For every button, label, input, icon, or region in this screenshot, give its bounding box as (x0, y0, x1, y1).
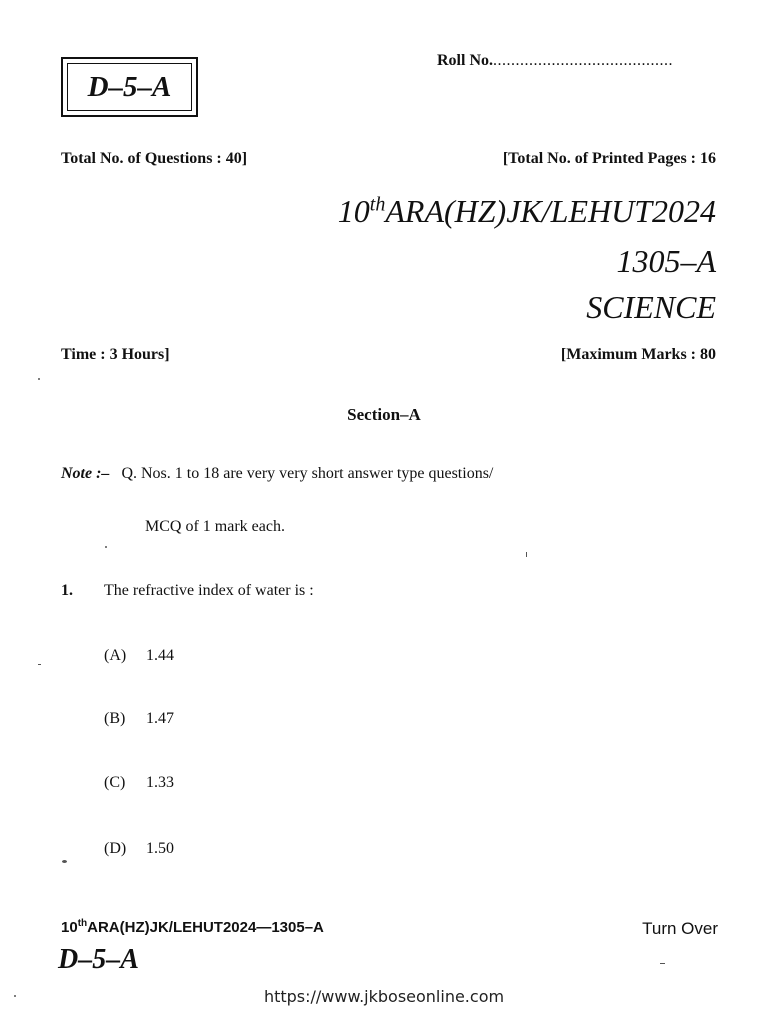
option-value: 1.47 (146, 710, 174, 727)
option-a (104, 647, 174, 665)
note-line-2: MCQ of 1 mark each. (145, 518, 285, 535)
option-value: 1.44 (146, 647, 174, 664)
scan-speck (526, 552, 527, 557)
option-c (104, 774, 174, 792)
option-b (104, 710, 174, 728)
maximum-marks: [Maximum Marks : 80 (560, 346, 716, 363)
note-label: Note :– (61, 465, 110, 482)
option-value: 1.33 (146, 774, 174, 791)
section-title: Section–A (347, 405, 421, 424)
roll-blank: ........................................ (493, 52, 673, 69)
total-questions: Total No. of Questions : 40] (61, 150, 248, 167)
scan-speck (38, 664, 41, 665)
note-line-1 (61, 465, 493, 483)
question-number: 1. (61, 582, 73, 599)
option-d (104, 840, 174, 858)
paper-code-box (61, 57, 198, 117)
option-label: (D) (104, 840, 127, 857)
roll-number-line (437, 52, 673, 70)
option-label: (B) (104, 710, 126, 727)
footer-exam-code (61, 918, 324, 936)
option-label: (C) (104, 774, 126, 791)
exam-code (338, 193, 716, 230)
scan-speck (62, 860, 67, 863)
question-1 (61, 582, 314, 600)
option-value: 1.50 (146, 840, 174, 857)
option-label: (A) (104, 647, 127, 664)
paper-code: D–5–A (87, 70, 172, 103)
question-text: The refractive index of water is : (104, 582, 314, 599)
footer-code-prefix: 10 (61, 919, 78, 936)
scan-speck (38, 378, 40, 380)
scan-speck (105, 546, 107, 548)
exam-code-rest: ARA(HZ)JK/LEHUT2024 (385, 193, 716, 229)
scan-speck (14, 995, 16, 997)
footer-code-rest: ARA(HZ)JK/LEHUT2024—1305–A (87, 919, 324, 936)
footer-code-sup: th (77, 918, 88, 929)
exam-code-prefix: 10 (337, 193, 370, 229)
paper-number: 1305–A (616, 243, 716, 279)
subject-title: SCIENCE (586, 289, 716, 325)
footer-paper-code: D–5–A (58, 944, 139, 975)
roll-label: Roll No. (437, 52, 493, 69)
time-allowed: Time : 3 Hours] (61, 346, 170, 363)
exam-code-sup: th (369, 193, 386, 216)
total-pages: [Total No. of Printed Pages : 16 (502, 150, 716, 167)
note-text-1: Q. Nos. 1 to 18 are very very short answer type questions/ (121, 465, 494, 482)
scan-speck (660, 963, 665, 964)
source-url: https://www.jkboseonline.com (263, 987, 505, 1006)
turn-over-label: Turn Over (642, 919, 718, 938)
